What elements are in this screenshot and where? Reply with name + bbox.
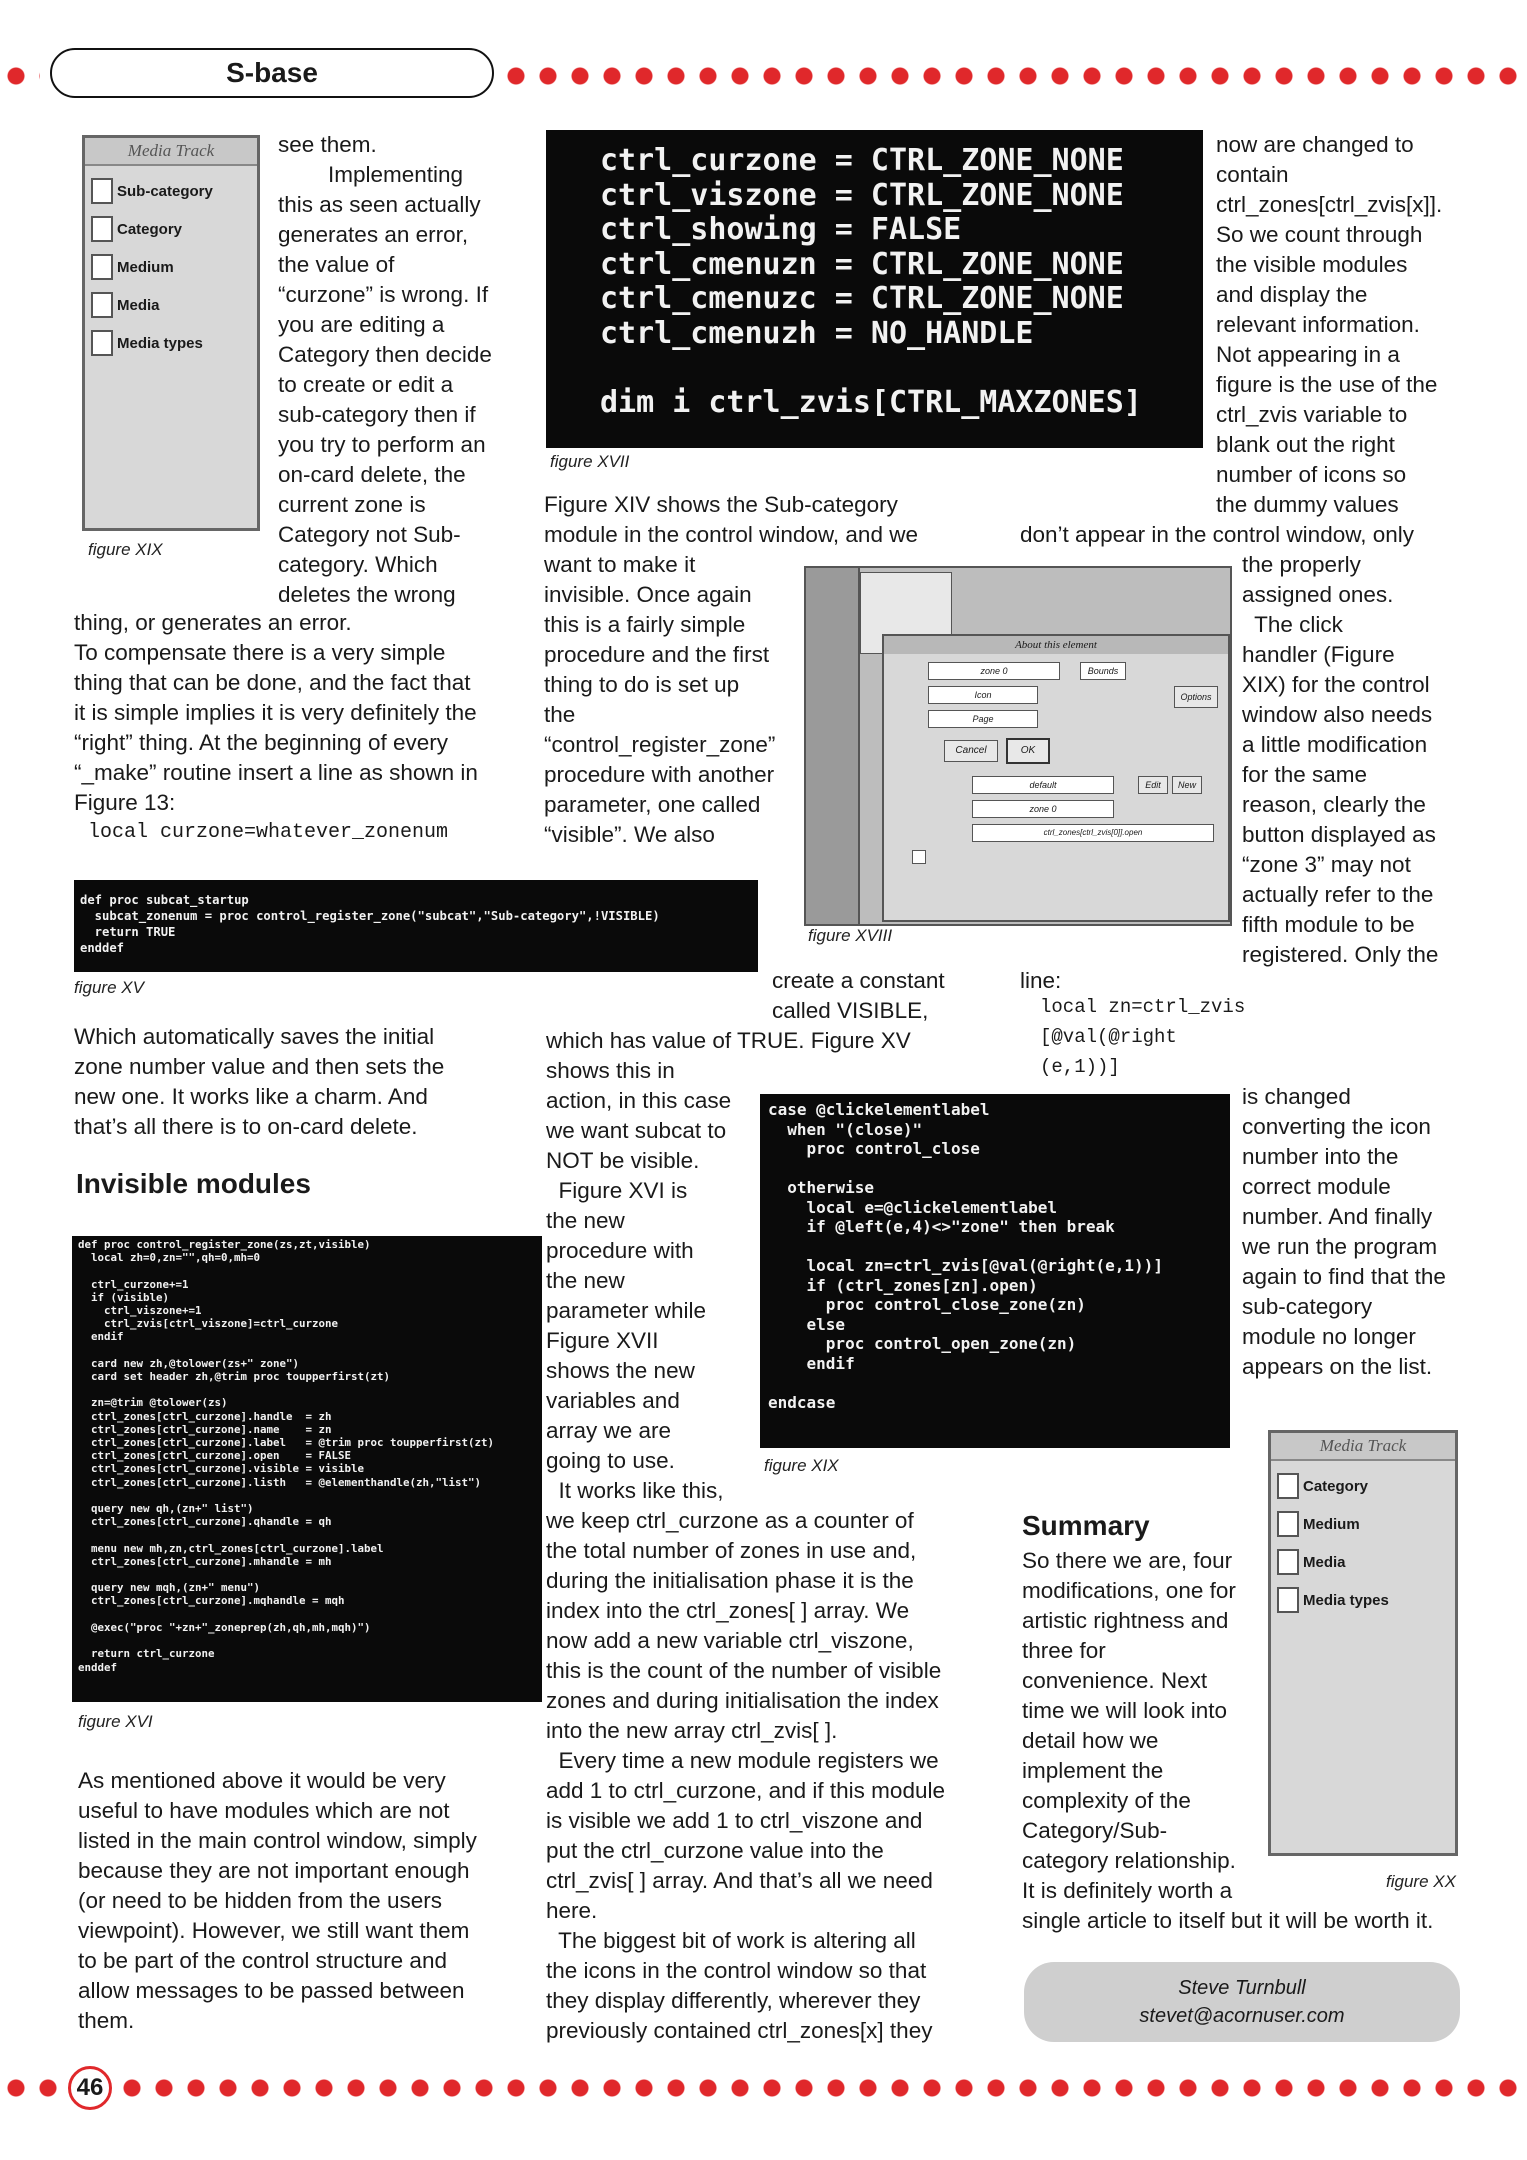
checkbox-icon (1277, 1511, 1299, 1537)
summary-end-text: single article to itself but it will be worth it. (1022, 1908, 1434, 1933)
panel-item (1277, 1511, 1449, 1537)
caption-fig19-code: figure XIX (764, 1456, 839, 1475)
panel-item (1277, 1587, 1449, 1613)
col2-text-a: Figure XIV shows the Sub-category module in the control window, and we want to make it invisible. Once again this is a fairly simple procedure and the first thing to do is set up the “control_register_zone” procedure with another parameter, one called “visible”. We also (544, 492, 918, 847)
panel-item-label: Category (117, 220, 183, 238)
tool-palette (806, 568, 860, 924)
panel-item (91, 254, 251, 280)
col3-text-e: is changed converting the icon number into the correct module number. And finally we run the program again to find that the sub-category module no longer appears on the list. (1242, 1084, 1446, 1379)
section-title: S-base (226, 57, 318, 88)
cancel-button: Cancel (944, 740, 998, 762)
panel-item-label: Media types (1303, 1591, 1389, 1609)
checkbox-icon (1277, 1587, 1299, 1613)
panel-item (1277, 1473, 1449, 1499)
expression-field: ctrl_zones[ctrl_zvis[0]].open (972, 824, 1214, 842)
panel-item-label: Medium (117, 258, 174, 276)
heading-invisible-modules: Invisible modules (76, 1168, 311, 1199)
code-figure-17: ctrl_curzone = CTRL_ZONE_NONE ctrl_viszone = CTRL_ZONE_NONE ctrl_showing = FALSE ctrl_cmenuzn = CTRL_ZONE_NONE ctrl_cmenuzc = CTRL_ZONE_NONE ctrl_cmenuzh = NO_HANDLE dim i ctrl_zvis[CTRL_MAXZONES] (546, 130, 1203, 448)
panel-title: Media Track (1271, 1433, 1455, 1461)
checkbox-icon (91, 216, 113, 242)
col1-bottom-text: As mentioned above it would be very useful to have modules which are not listed in the main control window, simply because they are not important enough (or need to be hidden from the users viewpoint). However, we still want them to be part of the control structure and allow messages to be passed between them. (78, 1768, 477, 2033)
label-field: zone 0 (928, 662, 1060, 680)
type-field: Icon (928, 686, 1038, 704)
dialog-title: About this element (884, 636, 1228, 654)
checkbox-icon (91, 254, 113, 280)
heading-summary: Summary (1022, 1510, 1150, 1541)
ok-button: OK (1006, 738, 1050, 764)
panel-item-label: Sub-category (117, 182, 213, 200)
summary-text: So there we are, four modifications, one for artistic rightness and three for convenience. Next time we will look into detail how we implement the complexity of the Category/Sub- category relationship. It is definitely worth a (1022, 1548, 1236, 1903)
col3-code: local zn=ctrl_zvis [@val(@right (e,1))] (1040, 996, 1246, 1078)
new-button: New (1172, 776, 1202, 794)
caption-fig18: figure XVIII (808, 926, 893, 945)
col2-text-d: It works like this, we keep ctrl_curzone as a counter of the total number of zones in use and, during the initialisation phase it is the index into the ctrl_zones[ ] array. We now add a new variable ctrl_viszone, this is the count of the number of visible zones and during initialisation the index into the new array ctrl_zvis[ ]. Every time a new module registers we add 1 to ctrl_curzone, and if this module is visible we add 1 to ctrl_viszone and put the ctrl_curzone value into the ctrl_zvis[ ] array. And that’s all we need here. The biggest bit of work is altering all the icons in the control window so that they display differently, wherever they previously contained ctrl_zones[x] they (546, 1478, 945, 2043)
code-figure-19: case @clickelementlabel when "(close)" proc control_close otherwise local e=@clickelementlabel if @left(e,4)<>"zone" then break local zn=ctrl_zvis[@val(@right(e,1))] if (ctrl_zones[zn].open) proc control_close_zone(zn) else proc control_open_zone(zn) endif endcase (760, 1094, 1230, 1448)
caption-fig20: figure XX (1386, 1872, 1456, 1891)
panel-item-label: Media types (117, 334, 203, 352)
footer-dot-rule (116, 2078, 1527, 2098)
col1-after-fig15: Which automatically saves the initial zone number value and then sets the new one. It works like a charm. And that’s all there is to on-card delete. (74, 1024, 445, 1139)
author-email: stevet@acornuser.com (1139, 2005, 1345, 2027)
checkbox-icon (91, 178, 113, 204)
media-track-panel-fig19 (82, 135, 260, 531)
col1-wide-text: thing, or generates an error. To compensate there is a very simple thing that can be done, and the fact that it is simple implies it is very definitely the “right” thing. At the beginning of every “_make” routine insert a line as shown in Figure 13: (74, 610, 478, 815)
area-field: Page (928, 710, 1038, 728)
author-name: Steve Turnbull (1178, 1977, 1306, 1999)
icon-field: zone 0 (972, 800, 1114, 818)
panel-item-label: Category (1303, 1477, 1369, 1495)
code-figure-16: def proc control_register_zone(zs,zt,visible) local zh=0,zn="",qh=0,mh=0 ctrl_curzone+=1 if (visible) ctrl_viszone+=1 ctrl_zvis[ctrl_viszone]=ctrl_curzone endif card new zh,@tolower(zs+" zone") card set header zh,@trim proc toupperfirst(zt) zn=@trim @tolower(zs) ctrl_zones[ctrl_curzone].handle = zh ctrl_zones[ctrl_curzone].name = zn ctrl_zones[ctrl_curzone].label = @trim proc toupperfirst(zt) ctrl_zones[ctrl_curzone].open = FALSE ctrl_zones[ctrl_curzone].visible = visible ctrl_zones[ctrl_curzone].listh = @elementhandle(zh,"list") query new qh,(zn+" list") ctrl_zones[ctrl_curzone].qhandle = qh menu new mh,zn,ctrl_zones[ctrl_curzone].label ctrl_zones[ctrl_curzone].mhandle = mh query new mqh,(zn+" menu") ctrl_zones[ctrl_curzone].mqhandle = mqh @exec("proc "+zn+"_zoneprep(zh,qh,mh,mqh)") return ctrl_curzone enddef (72, 1236, 542, 1702)
caption-fig16: figure XVI (78, 1712, 153, 1731)
control-window-screenshot-fig18 (804, 566, 1232, 926)
col1-code-line: local curzone=whatever_zonenum (88, 821, 449, 844)
header-dot-rule-left (0, 66, 40, 86)
bounds-label: Bounds (1080, 662, 1126, 680)
panel-item (91, 292, 251, 318)
panel-item (91, 330, 251, 356)
footer-dot-rule-left (0, 2078, 70, 2098)
value-checkbox-icon (912, 850, 926, 864)
panel-item-label: Media (117, 296, 160, 314)
panel-item-label: Media (1303, 1553, 1346, 1571)
caption-fig17: figure XVII (550, 452, 630, 471)
col1-narrow-text: see them. Implementing this as seen actually generates an error, the value of “curzone” is wrong. If you are editing a Category then decide to create or edit a sub-category then if you try to perform an on-card delete, the current zone is Category not Sub- category. Which deletes the wrong (278, 132, 492, 607)
col2-text-c: which has value of TRUE. Figure XV shows this in action, in this case we want subcat to NOT be visible. Figure XVI is the new procedure with the new parameter while Figure XVII shows the new variables and array we are going to use. (546, 1028, 911, 1473)
col3-text-d: line: (1020, 968, 1062, 993)
section-header-pill (50, 48, 494, 98)
col3-text-b: don’t appear in the control window, only (1020, 522, 1415, 547)
edit-button: Edit (1138, 776, 1168, 794)
element-dialog (882, 634, 1230, 922)
checkbox-icon (1277, 1549, 1299, 1575)
checkbox-icon (1277, 1473, 1299, 1499)
panel-item (91, 178, 251, 204)
author-byline (1024, 1962, 1460, 2042)
checkbox-icon (91, 330, 113, 356)
caption-fig19-panel: figure XIX (88, 540, 163, 559)
panel-item (91, 216, 251, 242)
page-number: 46 (68, 2066, 112, 2110)
options-button: Options (1174, 686, 1218, 708)
panel-title: Media Track (85, 138, 257, 166)
col3-text-a: now are changed to contain ctrl_zones[ctrl_zvis[x]]. So we count through the visible modules and display the relevant information. Not appearing in a figure is the use of the ctrl_zvis variable to blank out the right number of icons so the dummy values (1216, 132, 1443, 517)
panel-item-label: Medium (1303, 1515, 1360, 1533)
code-figure-15: def proc subcat_startup subcat_zonenum = proc control_register_zone("subcat","Sub-category",!VISIBLE) return TRUE enddef (74, 880, 758, 972)
panel-item (1277, 1549, 1449, 1575)
col2-text-b: create a constant called VISIBLE, (772, 968, 945, 1023)
caption-fig15: figure XV (74, 978, 144, 997)
media-track-panel-fig20 (1268, 1430, 1458, 1856)
checkbox-icon (91, 292, 113, 318)
header-dot-rule (500, 66, 1527, 86)
col3-text-c: the properly assigned ones. The click handler (Figure XIX) for the control window also needs a little modification for the same reason, clearly the button displayed as “zone 3” may not actually refer to the fifth module to be registered. Only the (1242, 552, 1439, 967)
handler-field: default (972, 776, 1114, 794)
